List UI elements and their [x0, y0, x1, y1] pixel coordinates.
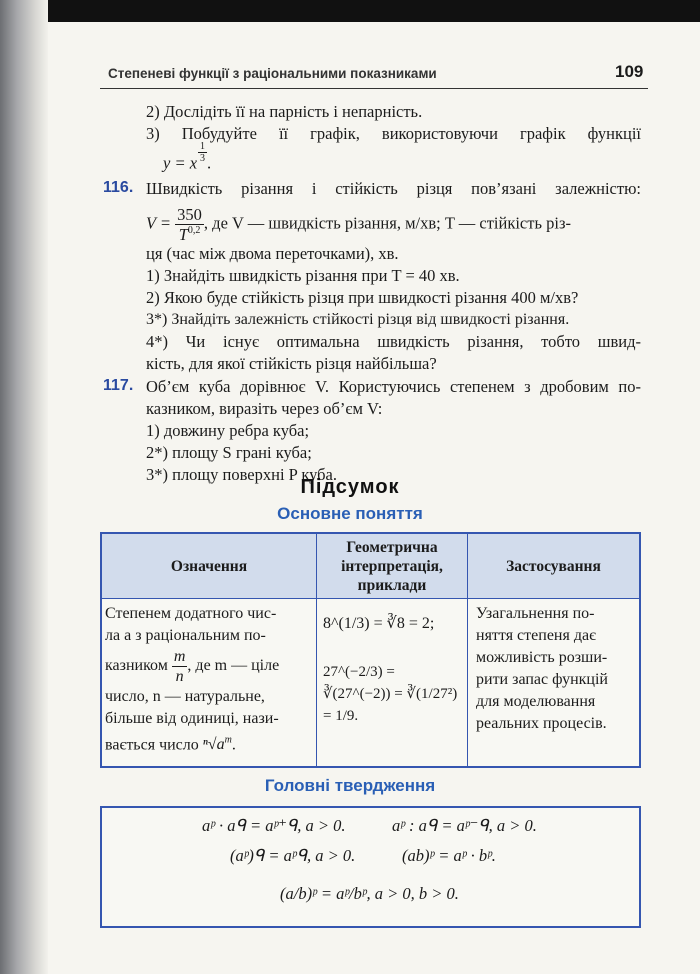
column-header-application: Застосування — [468, 533, 641, 599]
rule-power-of-product: (ab)ᵖ = aᵖ · bᵖ. — [402, 846, 496, 865]
example-2: 27^(−2/3) = ∛(27^(−2)) = ∛(1/27²) = 1/9. — [323, 664, 458, 724]
text-line: 3) Побудуйте її графік, використовуючи графік функції — [146, 124, 641, 143]
problem-number-116: 116. — [103, 179, 134, 196]
column-header-definition: Означення — [101, 533, 317, 599]
text-line: казником, виразіть через об’єм V: — [146, 399, 383, 418]
example-1: 8^(1/3) = ∛8 = 2; — [323, 615, 435, 632]
summary-title: Підсумок — [300, 476, 400, 498]
rules-box — [100, 806, 641, 928]
application-cell: Узагальнення по- няття степеня дає можливість розши- рити запас функцій для моделювання реальних процесів. — [468, 599, 641, 767]
text-line: 1) Знайдіть швидкість різання при T = 40 хв. — [146, 266, 460, 285]
section-basic-concept: Основне поняття — [277, 504, 423, 523]
text-line: ця (час між двома переточками), хв. — [146, 244, 399, 263]
text-line: Швидкість різання і стійкість різця пов’язані залежністю: — [146, 179, 641, 198]
text-line: 2) Дослідіть її на парність і непарність. — [146, 102, 423, 121]
text-line: 2) Якою буде стійкість різця при швидкості різання 400 м/хв? — [146, 288, 579, 307]
summary-table — [100, 532, 641, 768]
column-header-geometric: Геометрична інтерпретація, приклади — [317, 533, 468, 599]
rule-product: aᵖ · aᑫ = aᵖ⁺ᑫ, a > 0. — [202, 816, 346, 835]
definition-cell: Степенем додатного чис- ла a з раціональним по- казником $\frac{m}{n}$ , де m — ціле число, n — натуральне, більше від одиниці, нази- вається число $^n√a^m$. — [101, 599, 317, 767]
examples-cell — [317, 599, 468, 767]
text-line: кість, для якої стійкість різця найбільша? — [146, 354, 437, 373]
rule-power-of-fraction: (a/b)ᵖ = aᵖ/bᵖ, a > 0, b > 0. — [280, 884, 459, 903]
rule-power-of-power: (aᵖ)ᑫ = aᵖᑫ, a > 0. — [230, 846, 356, 865]
scan-top-band — [0, 0, 700, 22]
running-title: Степеневі функції з раціональними показниками — [108, 66, 437, 81]
formula-velocity: V = $\frac{350}{T^{0,2}}$ , де V — швидкість різання, м/хв; T — стійкість різ- — [146, 205, 571, 244]
text-line: 1) довжину ребра куба; — [146, 421, 310, 440]
problem-number-117: 117. — [103, 377, 134, 394]
text-line: 4*) Чи існує оптимальна швидкість різання, тобто швид- — [146, 332, 641, 351]
formula-y-x-cuberoot: y = x $\frac{1}{3}$ . — [163, 141, 212, 173]
text-line: Об’єм куба дорівнює V. Користуючись степенем з дробовим по- — [146, 377, 641, 396]
text-line: 3*) площу поверхні P куба. — [146, 465, 337, 484]
page-number: 109 — [615, 62, 644, 81]
section-main-statements: Головні твердження — [264, 776, 436, 795]
text-line: 3*) Знайдіть залежність стійкості різця від швидкості різання. — [146, 311, 570, 328]
rule-quotient: aᵖ : aᑫ = aᵖ⁻ᑫ, a > 0. — [392, 816, 537, 835]
text-line: 2*) площу S грані куба; — [146, 443, 312, 462]
header-rule — [100, 88, 648, 89]
